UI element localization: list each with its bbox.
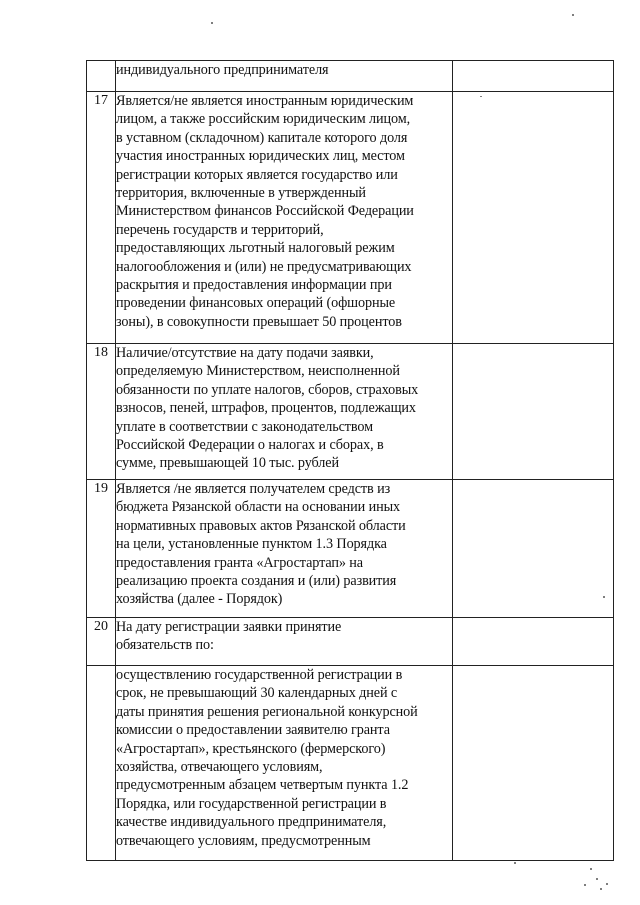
text-line: на цели, установленные пунктом 1.3 Порядка — [116, 536, 387, 553]
text-line: Наличие/отсутствие на дату подачи заявки, — [116, 345, 374, 361]
text-line: предусмотренным абзацем четвертым пункта 1.2 — [116, 777, 409, 794]
text-line: предоставления гранта «Агростартап» на — [116, 554, 363, 571]
row-value-cell — [453, 61, 614, 92]
table-row — [87, 344, 614, 480]
scan-speck — [606, 883, 608, 885]
scan-speck — [211, 22, 213, 24]
text-line: обязанности по уплате налогов, сборов, страховых — [116, 381, 419, 398]
requirements-table — [86, 60, 614, 861]
scan-speck — [572, 14, 574, 16]
text-line: бюджета Рязанской области на основании иных — [116, 499, 400, 516]
text-line: хозяйства (далее - Порядок) — [116, 591, 283, 608]
row-text-cell — [116, 344, 453, 480]
row-number-cell: 20 — [87, 618, 116, 666]
row-value-cell — [453, 92, 614, 344]
table-row — [87, 618, 614, 666]
text-line: Порядка, или государственной регистрации в — [116, 795, 387, 812]
scan-speck — [600, 888, 602, 890]
text-line: осуществлению государственной регистрации в — [116, 667, 403, 683]
text-line: уплате в соответствии с законодательством — [116, 418, 373, 435]
scan-speck — [590, 868, 592, 870]
scan-speck — [584, 884, 586, 886]
text-line: срок, не превышающий 30 календарных дней с — [116, 685, 398, 702]
text-line: комиссии о предоставлении заявителю гранта — [116, 722, 390, 739]
table-row — [87, 480, 614, 618]
text-line: Является /не является получателем средств из — [116, 481, 391, 497]
text-line: На дату регистрации заявки принятие — [116, 619, 342, 635]
row-value-cell — [453, 618, 614, 666]
text-line: нормативных правовых актов Рязанской области — [116, 517, 406, 534]
scan-speck — [596, 878, 598, 880]
text-line: предоставляющих льготный налоговый режим — [116, 240, 395, 257]
row-value-cell — [453, 666, 614, 861]
row-number-cell — [87, 61, 116, 92]
row-value-cell — [453, 344, 614, 480]
table-row — [87, 61, 614, 92]
row-number-cell: 19 — [87, 480, 116, 618]
text-line: лицом, а также российским юридическим лицом, — [116, 111, 411, 128]
text-line: сумме, превышающей 10 тыс. рублей — [116, 455, 339, 472]
text-line: отвечающего условиям, предусмотренным — [116, 832, 371, 849]
text-line: участия иностранных юридических лиц, местом — [116, 148, 405, 165]
scan-speck — [514, 862, 516, 864]
text-line: Российской Федерации о налогах и сборах, в — [116, 437, 384, 454]
text-line: перечень государств и территорий, — [116, 221, 324, 238]
text-line: зоны), в совокупности превышает 50 процентов — [116, 313, 402, 330]
row-text-cell — [116, 61, 453, 92]
text-line: Министерством финансов Российской Федерации — [116, 203, 414, 220]
text-line: налогообложения и (или) не предусматривающих — [116, 258, 412, 275]
text-line: «Агростартап», крестьянского (фермерского) — [116, 740, 386, 757]
text-line: взносов, пеней, штрафов, процентов, подлежащих — [116, 400, 416, 417]
row-value-cell — [453, 480, 614, 618]
scan-speck — [603, 596, 605, 598]
row-text-cell — [116, 666, 453, 861]
table-row — [87, 92, 614, 344]
text-line: даты принятия решения региональной конкурсной — [116, 703, 418, 720]
text-line: хозяйства, отвечающего условиям, — [116, 759, 323, 776]
text-line: территория, включенные в утвержденный — [116, 185, 366, 202]
text-line: реализацию проекта создания и (или) развития — [116, 573, 397, 590]
row-number-cell: 17 — [87, 92, 116, 344]
text-line: в уставном (складочном) капитале которого доля — [116, 129, 408, 146]
row-number-cell — [87, 666, 116, 861]
text-line: Является/не является иностранным юридическим — [116, 93, 414, 109]
row-text-cell — [116, 92, 453, 344]
row-text-cell — [116, 480, 453, 618]
table-row — [87, 666, 614, 861]
text-line: проведении финансовых операций (офшорные — [116, 295, 396, 312]
text-line: индивидуального предпринимателя — [116, 62, 329, 78]
row-number-cell: 18 — [87, 344, 116, 480]
text-line: качестве индивидуального предпринимателя, — [116, 814, 387, 831]
scan-speck — [480, 96, 482, 97]
text-line: обязательств по: — [116, 637, 214, 654]
text-line: раскрытия и предоставления информации при — [116, 277, 392, 294]
text-line: регистрации которых является государство или — [116, 166, 398, 183]
row-text-cell — [116, 618, 453, 666]
text-line: определяемую Министерством, неисполненной — [116, 363, 400, 380]
